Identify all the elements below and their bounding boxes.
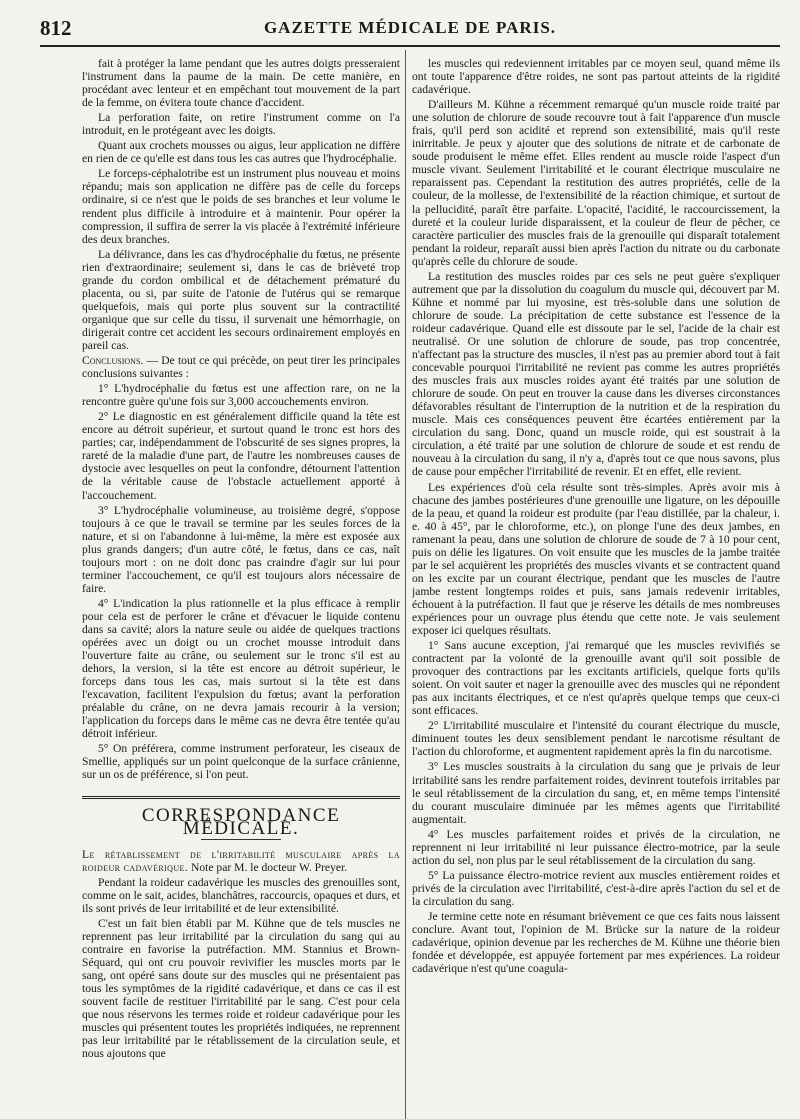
section-title: CORRESPONDANCE MÉDICALE. <box>141 804 341 839</box>
page-header <box>40 14 780 44</box>
result-item: 5° La puissance électro-motrice revient aux muscles entièrement roides et privés de la circulation avec l'irritabilité, c'est-à-dire après l'action du sel et de la circulation du sang. <box>412 868 780 908</box>
conclusions-intro-text: — De tout ce qui précède, on peut tirer les principales conclusions suivantes : <box>82 354 400 381</box>
results-list <box>412 639 780 908</box>
right-column <box>412 57 780 1117</box>
paragraph: Quant aux crochets mousses ou aigus, leur application ne diffère en rien de ce qu'elle est dans tous les cas autres que l'hydrocéphalie. <box>82 139 400 166</box>
result-item: 2° L'irritabilité musculaire et l'intensité du courant électrique du muscle, diminuent toutes les deux sensiblement pendant le narcotisme résultant de l'action du chloroforme, et augmentent rapidement après la fin du narcotisme. <box>412 719 780 759</box>
article-heading-title: Le rétablissement de l'irritabilité musculaire après la roideur cadavérique. <box>82 847 400 874</box>
conclusions-label: Conclusions. <box>82 354 144 368</box>
conclusion-item: 1° L'hydrocéphalie du fœtus est une affection rare, on ne la rencontre guère qu'une fois sur 3,000 accouchements environ. <box>82 382 400 409</box>
article-heading <box>82 848 400 874</box>
paragraph: La perforation faite, on retire l'instrument comme on l'a introduit, en le protégeant avec les doigts. <box>82 111 400 138</box>
result-item: 1° Sans aucune exception, j'ai remarqué que les muscles revivifiés se contractent par la volonté de la grenouille avant qu'il soit possible de provoquer des contractions par les excitants artificiels, quelque forts qu'ils soient. On voit sauter et nager la grenouille avec des muscles qui ne répondent pas aux incitants électriques, et ce n'est qu'après quelque temps que ceux-ci sont efficaces. <box>412 639 780 718</box>
obstetrics-article-continuation <box>82 57 400 352</box>
closing-paragraph: Je termine cette note en résumant brièvement ce que ces faits nous laissent conclure. Avant tout, l'opinion de M. Brücke sur la nature de la roideur cadavérique, opinion devenue par les recherches de M. Kühne une théorie bien fondée et développée, est appuyée fortement par mes expériences. La roideur cadavérique n'est qu'une coagula- <box>412 910 780 976</box>
header-rule <box>40 45 780 47</box>
conclusion-item: 4° L'indication la plus rationnelle et la plus efficace à remplir pour cela est de perforer le crâne et d'évacuer le liquide contenu dans sa cavité; alors la nature seule ou aidée de quelques tractions opérées avec un doigt ou un crochet mousse introduit dans l'ouverture faite au crâne, ou seulement sur le tronc s'il est au dehors, la version, si la tête est encore au détroit supérieur, le forceps dans tous les cas, mais surtout si la tête est dans l'excavation, facilitent l'expulsion du fœtus; avant la perforation préalable du crâne, on ne devra jamais recourir à la version; l'application du forceps dans le même cas ne devra être tentée qu'au détroit inférieur. <box>82 596 400 741</box>
page-number: 812 <box>40 16 72 40</box>
conclusion-item: 2° Le diagnostic en est généralement difficile quand la tête est encore au détroit supérieur, et surtout quand le tronc est hors des parties; car, indépendamment de l'obscurité de ses signes propres, la rareté de la maladie d'une part, de l'autre les nombreuses causes de dystocie avec lesquelles on peut la confondre, détournent l'attention de la véritable cause de l'obstacle actuellement apporté à l'accouchement. <box>82 410 400 502</box>
paragraph: les muscles qui redeviennent irritables par ce moyen seul, quand même ils ont toute l'apparence d'être roides, ne sont pas partout atteints de la rigidité cadavérique. <box>412 57 780 97</box>
section-title-underline <box>201 839 281 840</box>
article-heading-author: Note par M. le docteur W. Preyer. <box>188 860 348 874</box>
article-body-left <box>82 876 400 1061</box>
conclusions-intro <box>82 354 400 380</box>
journal-title: GAZETTE MÉDICALE DE PARIS. <box>263 18 557 37</box>
result-item: 3° Les muscles soustraits à la circulation du sang que je privais de leur irritabilité sans les rendre parfaitement roides, devinrent toutefois irritables par le seul rétablissement de la circulation du sang, et, en même temps l'intensité du courant musculaire diminuée par les mêmes agents que l'irritabilité augmentait. <box>412 760 780 826</box>
paragraph: Pendant la roideur cadavérique les muscles des grenouilles sont, comme on le sait, acides, blanchâtres, raccourcis, opaques et durs, et ils sont privés de leur irritabilité et de leur extensibilité. <box>82 875 400 915</box>
paragraph: Les expériences d'où cela résulte sont très-simples. Après avoir mis à chacune des jambes postérieures d'une grenouille une ligature, on les dépouille de la peau, et quand la roideur est produite (par l'eau distillée, par la chaleur, i. e. 40 à 45°, par le chloroforme, etc.), on plonge l'une des deux jambes, en ramenant la peau, dans une solution de chlorure de soude de 7 à 10 pour cent, puis on délie les ligatures. On voit ensuite que les muscles de la jambe traitée par le sel acquièrent les propriétés des muscles vivants et se contractent quand on les excite par un courant électrique, pendant que les muscles de l'autre jambe restent longtemps roides et puis, sans jamais redevenir irritables, échouent à la putréfaction. Il faut que je réserve les détails de mes nombreuses expériences pour un ouvrage plus étendu que cette note. Je vais seulement exposer ici quelques résultats. <box>412 480 780 638</box>
conclusion-item: 3° L'hydrocéphalie volumineuse, au troisième degré, s'oppose toujours à ce que le travail se termine par les seules forces de la nature, et si on l'abandonne à lui-même, la mère est exposée aux plus grands dangers; d'un autre côté, le fœtus, dans ce cas, naît toujours mort : on ne doit donc pas craindre d'agir sur lui pour terminer l'accouchement, ce qu'il est toujours alors nécessaire de faire. <box>82 503 400 595</box>
result-item: 4° Les muscles parfaitement roides et privés de la circulation, ne reprennent ni leur irritabilité ni leur puissance électro-motrice, par la seule action du sel, non plus par le seul rétablissement de la circulation du sang. <box>412 827 780 867</box>
column-divider <box>405 50 406 1119</box>
paragraph: fait à protéger la lame pendant que les autres doigts presseraient l'instrument dans la paume de la main. De cette manière, en procédant avec lenteur et en empêchant tout mouvement de la part de la femme, on évitera toute chance d'accident. <box>82 57 400 110</box>
section-separator <box>82 796 400 799</box>
paragraph: La restitution des muscles roides par ces sels ne peut guère s'expliquer autrement que par la dissolution du coagulum du muscle qui, découvert par M. Kühne et nommé par lui myosine, est très-soluble dans une solution de chlorure de soude. La précipitation de cette substance est l'essence de la roideur cadavérique. Quand elle est dissoute par le sel, l'acide de la chair est neutralisé. Or une solution de chlorure de soude, pas trop concentrée, n'affectant pas la structure des muscles, il n'est pas au premier abord tout à fait concevable pourquoi l'irritabilité ne revient pas comme les autres propriétés des muscles frais aux muscles roides ayant été traités par une solution de chlorure de soude. On peut en trouver la cause dans les diverses circonstances défavorables résultant de l'interruption de la nutrition et de la respiration du muscle. Mais ces conséquences peuvent être écartées entièrement par la circulation du sang. Donc, quand un muscle roide, qui est soustrait à la circulation, a été traité par une solution de chlorure de soude et est rendu de nouveau à la circulation du sang, il n'y a, d'après tout ce que nous savons, plus de cause pour empêcher l'irritabilité de revenir. Et en effet, elle revient. <box>412 269 780 479</box>
conclusion-item: 5° On préférera, comme instrument perforateur, les ciseaux de Smellie, appliqués sur un point quelconque de la surface crânienne, sur un os de préférence, si l'on peut. <box>82 742 400 782</box>
paragraph: La délivrance, dans les cas d'hydrocéphalie du fœtus, ne présente rien d'extraordinaire; seulement si, dans le cas de brièveté trop grande du cordon ombilical et de détachement prématuré du placenta, ou si, par suite de l'atonie de l'utérus qui se remarque quelquefois, mais qui porte plus souvent sur la contractilité organique que sur celle du tissu, il survenait une hémorrhagie, on dirigerait contre cet accident les secours ordinairement employés en pareil cas. <box>82 247 400 352</box>
paragraph: D'ailleurs M. Kühne a récemment remarqué qu'un muscle roide traité par une solution de chlorure de soude recouvre tout à fait l'apparence d'un muscle frais, qu'il perd son acidité et reprend son extensibilité, mais qu'il reste inirritable. Je peux y ajouter que des solutions de nitrate et de carbonate de soude produisent le même effet. Elles rendent au muscle roide l'aspect d'un muscle vivant. Seulement l'irritabilité et le courant électrique musculaire ne reparaissent pas. Cependant la restitution des autres propriétés, celle de la couleur, de la mollesse, de l'extensibilité de la réaction chimique, et surtout de la pellucidité, paraît être parfaite. L'opacité, l'acidité, le raccourcissement, la dureté et la couleur luride disparaissent, et la couleur de fleur de pêcher, ce caractère particulier des muscles frais de la grenouille qui disparaît totalement pendant la roideur, reparaît aussi bien après l'action du nitrate ou du carbonate qu'après celle du chlorure de soude. <box>412 98 780 268</box>
paragraph: Le forceps-céphalotribe est un instrument plus nouveau et moins répandu; mais son application ne diffère pas de celle du forceps ordinaire, si ce n'est que le poids de ses branches et leur volume le rendent plus difficile à introduire et à maintenir. Pour opérer la compression, il suffira de serrer la vis placée à l'extrémité inférieure des deux branches. <box>82 167 400 246</box>
article-body-right <box>412 57 780 637</box>
conclusions-list <box>82 382 400 781</box>
paragraph: C'est un fait bien établi par M. Kühne que de tels muscles ne reprennent pas leur irritabilité par la circulation du sang qui au contraire en favorise la putréfaction. MM. Stannius et Brown-Séquard, qui ont cru pouvoir revivifier les muscles morts par le sang, ont opéré sans doute sur des muscles qui ne présentaient pas tous les symptômes de la rigidité cadavérique, et dans ce cas il est souvent facile de restituer l'irritabilité par le sang. C'est pour cela que nous réservons les termes roide et roideur cadavérique pour les muscles qui présentent toutes les propriétés indiquées, ne reprennent pas leur irritabilité par le rétablissement de la circulation seule, et nous ajoutons que <box>82 916 400 1061</box>
left-column <box>82 57 400 1107</box>
